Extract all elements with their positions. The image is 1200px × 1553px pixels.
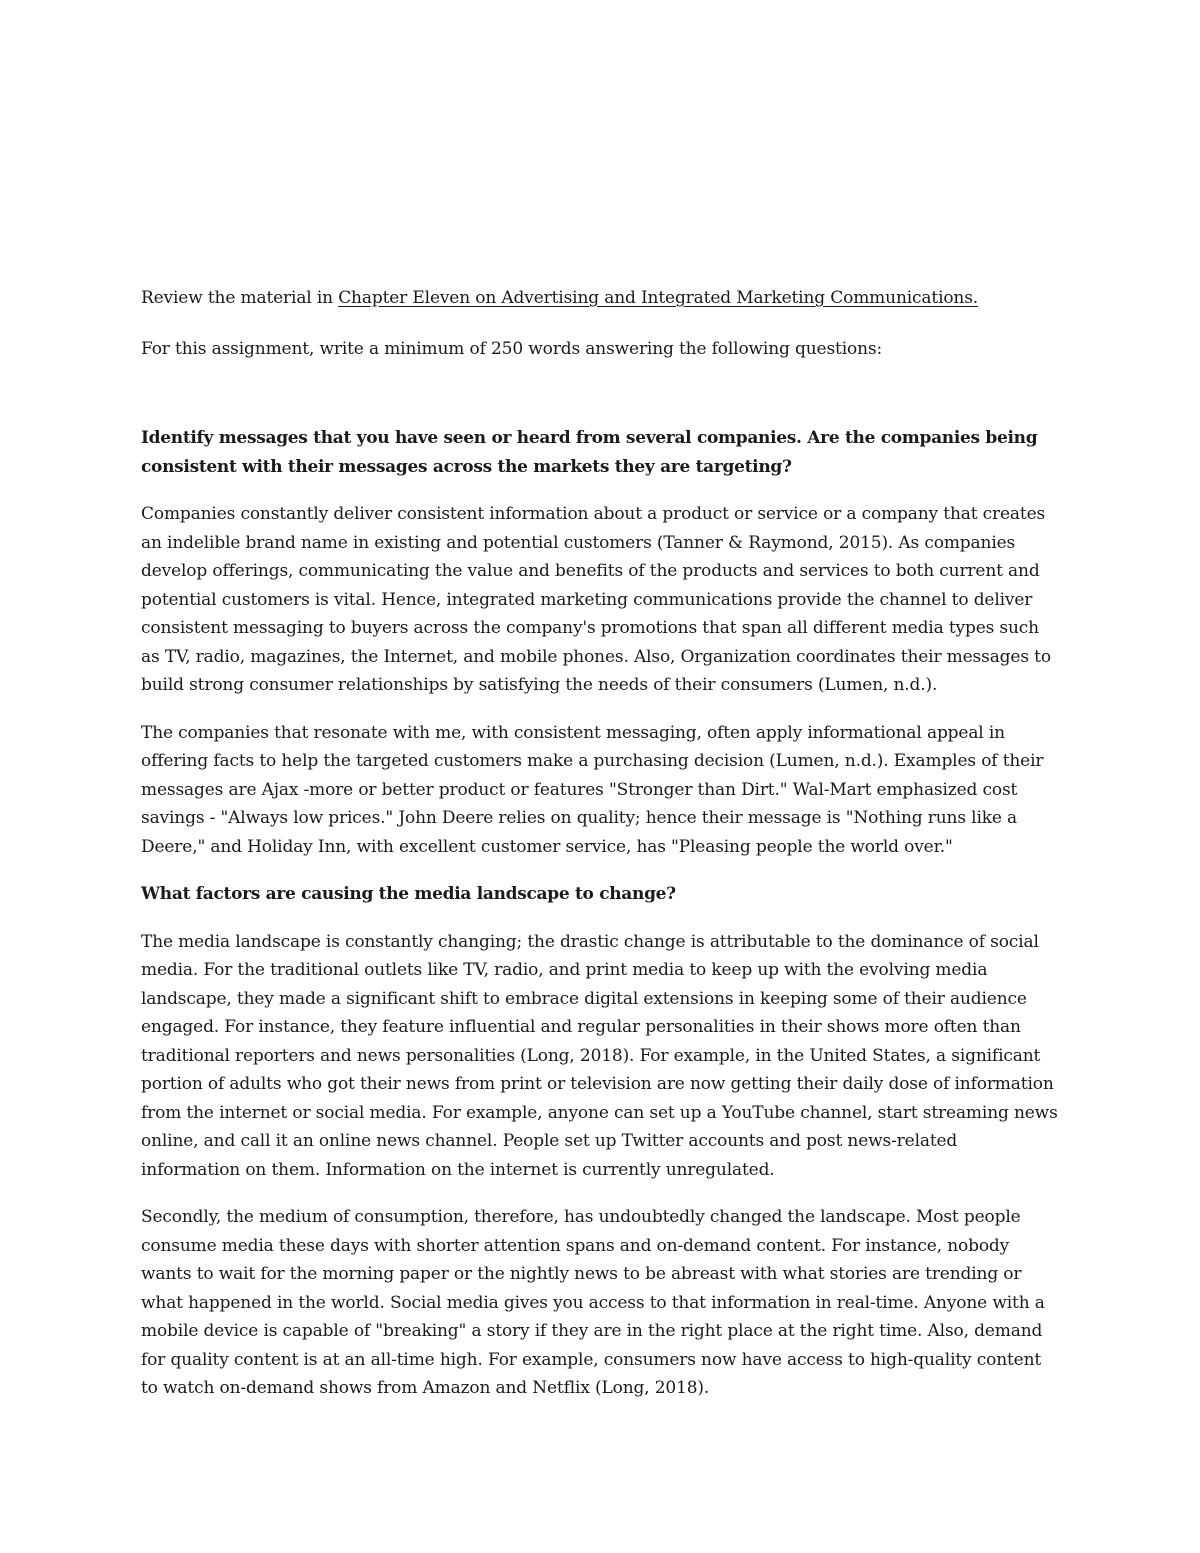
question-heading-2: What factors are causing the media landscape to change? [141, 884, 676, 904]
answer-paragraph-2-2: Secondly, the medium of consumption, therefore, has undoubtedly changed the landscape. Most people consume media these days with shorter attention spans and on-demand content. For instance, nobody wants to wait for the morning paper or the nightly news to be abreast with what stories are trending or what happened in the world. Social media gives you access to that information in real-time. Anyone with a mobile device is capable of "breaking" a story if they are in the right place at the right time. Also, demand for quality content is at an all-time high. For example, consumers now have access to high-quality content to watch on-demand shows from Amazon and Netflix (Long, 2018). [141, 1207, 1045, 1398]
intro-prefix: Review the material in [141, 288, 339, 308]
answer-paragraph-2-1: The media landscape is constantly changing; the drastic change is attributable to the dominance of social media. For the traditional outlets like TV, radio, and print media to keep up with the evolving media landscape, they made a significant shift to embrace digital extensions in keeping some of their audience engaged. For instance, they feature influential and regular personalities in their shows more often than traditional reporters and news personalities (Long, 2018). For example, in the United States, a significant portion of adults who got their news from print or television are now getting their daily dose of information from the internet or social media. For example, anyone can set up a YouTube channel, start streaming news online, and call it an online news channel. People set up Twitter accounts and post news-related information on them. Information on the internet is currently unregulated. [141, 931, 1058, 1180]
question-heading-1: Identify messages that you have seen or heard from several companies. Are the companies being consistent with their messages across the markets they are targeting? [141, 428, 1038, 477]
assignment-instruction: For this assignment, write a minimum of 250 words answering the following questions: [141, 338, 883, 359]
answer-paragraph-1-2: The companies that resonate with me, with consistent messaging, often apply informational appeal in offering facts to help the targeted customers make a purchasing decision (Lumen, n.d.). Examples of their messages are Ajax -more or better product or features "Stronger than Dirt." Wal-Mart emphasized cost savings - "Always low prices." John Deere relies on quality; hence their message is "Nothing runs like a Deere," and Holiday Inn, with excellent customer service, has "Pleasing people the world over." [141, 722, 1044, 857]
intro-line [141, 284, 1061, 313]
document-body [141, 284, 1061, 1422]
answer-paragraph-1-1: Companies constantly deliver consistent information about a product or service or a company that creates an indelible brand name in existing and potential customers (Tanner & Raymond, 2015). As companies develop offerings, communicating the value and benefits of the products and services to both current and potential customers is vital. Hence, integrated marketing communications provide the channel to deliver consistent messaging to buyers across the company's promotions that span all different media types such as TV, radio, magazines, the Internet, and mobile phones. Also, Organization coordinates their messages to build strong consumer relationships by satisfying the needs of their consumers (Lumen, n.d.). [141, 504, 1051, 695]
chapter-reference-link[interactable]: Chapter Eleven on Advertising and Integrated Marketing Communications. [338, 288, 979, 308]
